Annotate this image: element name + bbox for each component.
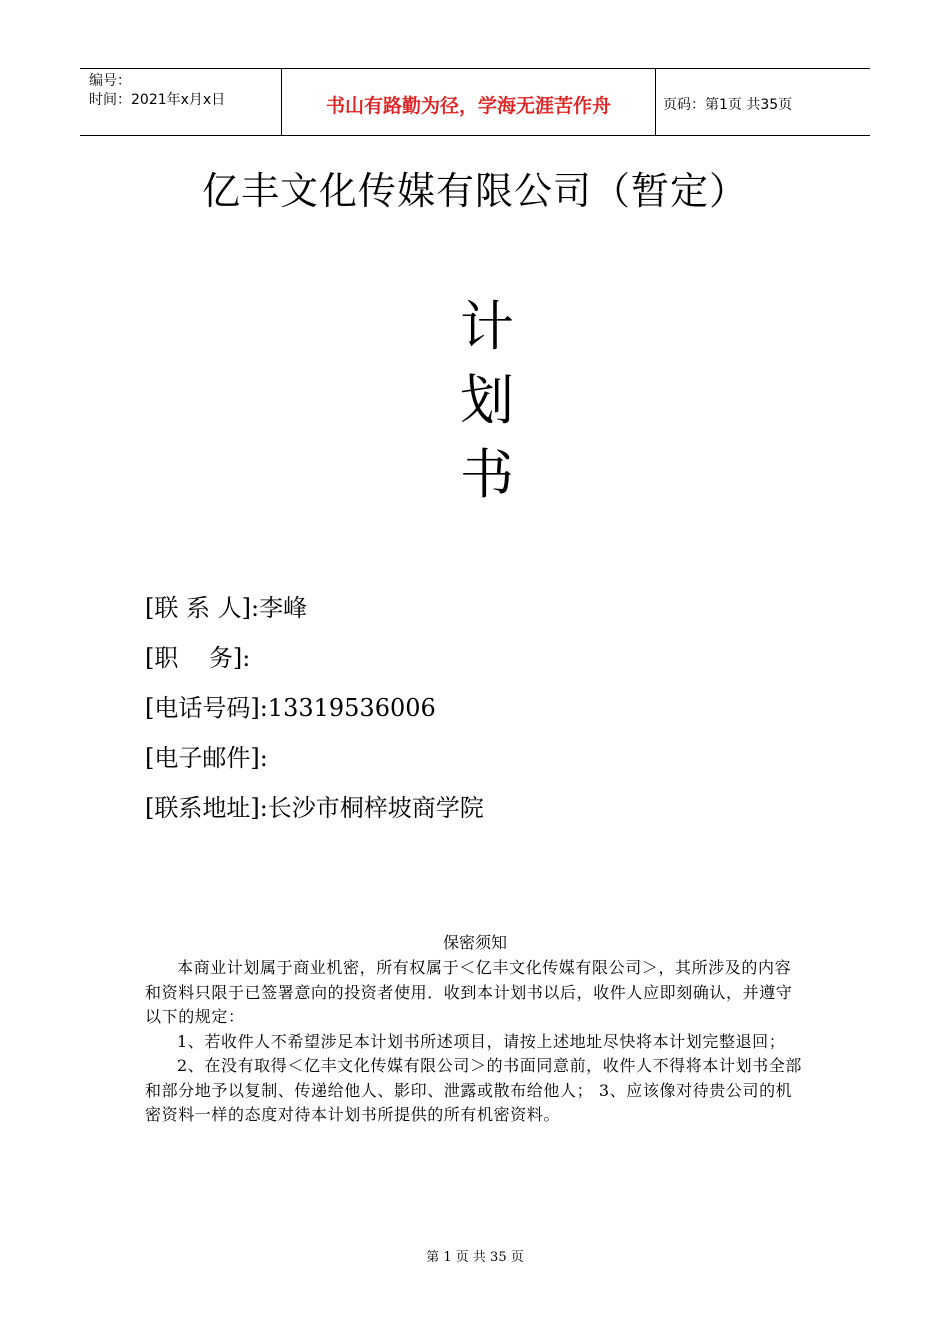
document-date: 时间：2021年x月x日 (89, 92, 226, 108)
notice-paragraph: 1、若收件人不希望涉足本计划书所述项目，请按上述地址尽快将本计划完整退回； (177, 1031, 786, 1051)
title-char-2: 划 (460, 369, 514, 432)
page-footer: 第 1 页 共 35 页 (426, 1250, 524, 1265)
confidentiality-notice (145, 956, 805, 1128)
notice-paragraph: 本商业计划属于商业机密，所有权属于＜亿丰文化传媒有限公司＞，其所涉及的内容和资料只限于已签署意向的投资者使用．收到本计划书以后，收件人应即刻确认，并遵守以下的规定： (145, 958, 793, 1026)
contact-position: [职 务]: (145, 644, 251, 672)
notice-paragraph: 2、在没有取得＜亿丰文化传媒有限公司＞的书面同意前，收件人不得将本计划书全部和部分地予以复制、传递给他人、影印、泄露或散布给他人； 3、应该像对待贵公司的机密资料一样的态度对待本计划书所提供的所有机密资料。 (145, 1056, 802, 1124)
header-meta (80, 69, 281, 135)
header-page-info: 页码：第1页 共35页 (663, 97, 793, 113)
confidentiality-title: 保密须知 (442, 933, 507, 952)
contact-email: [电子邮件]: (145, 744, 268, 772)
document-number-label: 编号： (89, 73, 131, 89)
title-char-3: 书 (460, 443, 514, 506)
header-motto: 书山有路勤为径，学海无涯苦作舟 (281, 69, 656, 135)
contact-address: [联系地址]:长沙市桐梓坡商学院 (145, 794, 484, 822)
contact-phone: [电话号码]:13319536006 (145, 694, 436, 722)
document-header (80, 68, 870, 136)
title-char-1: 计 (460, 295, 514, 358)
contact-person: [联 系 人]:李峰 (145, 594, 308, 622)
company-name: 亿丰文化传媒有限公司（暂定） (201, 169, 748, 213)
